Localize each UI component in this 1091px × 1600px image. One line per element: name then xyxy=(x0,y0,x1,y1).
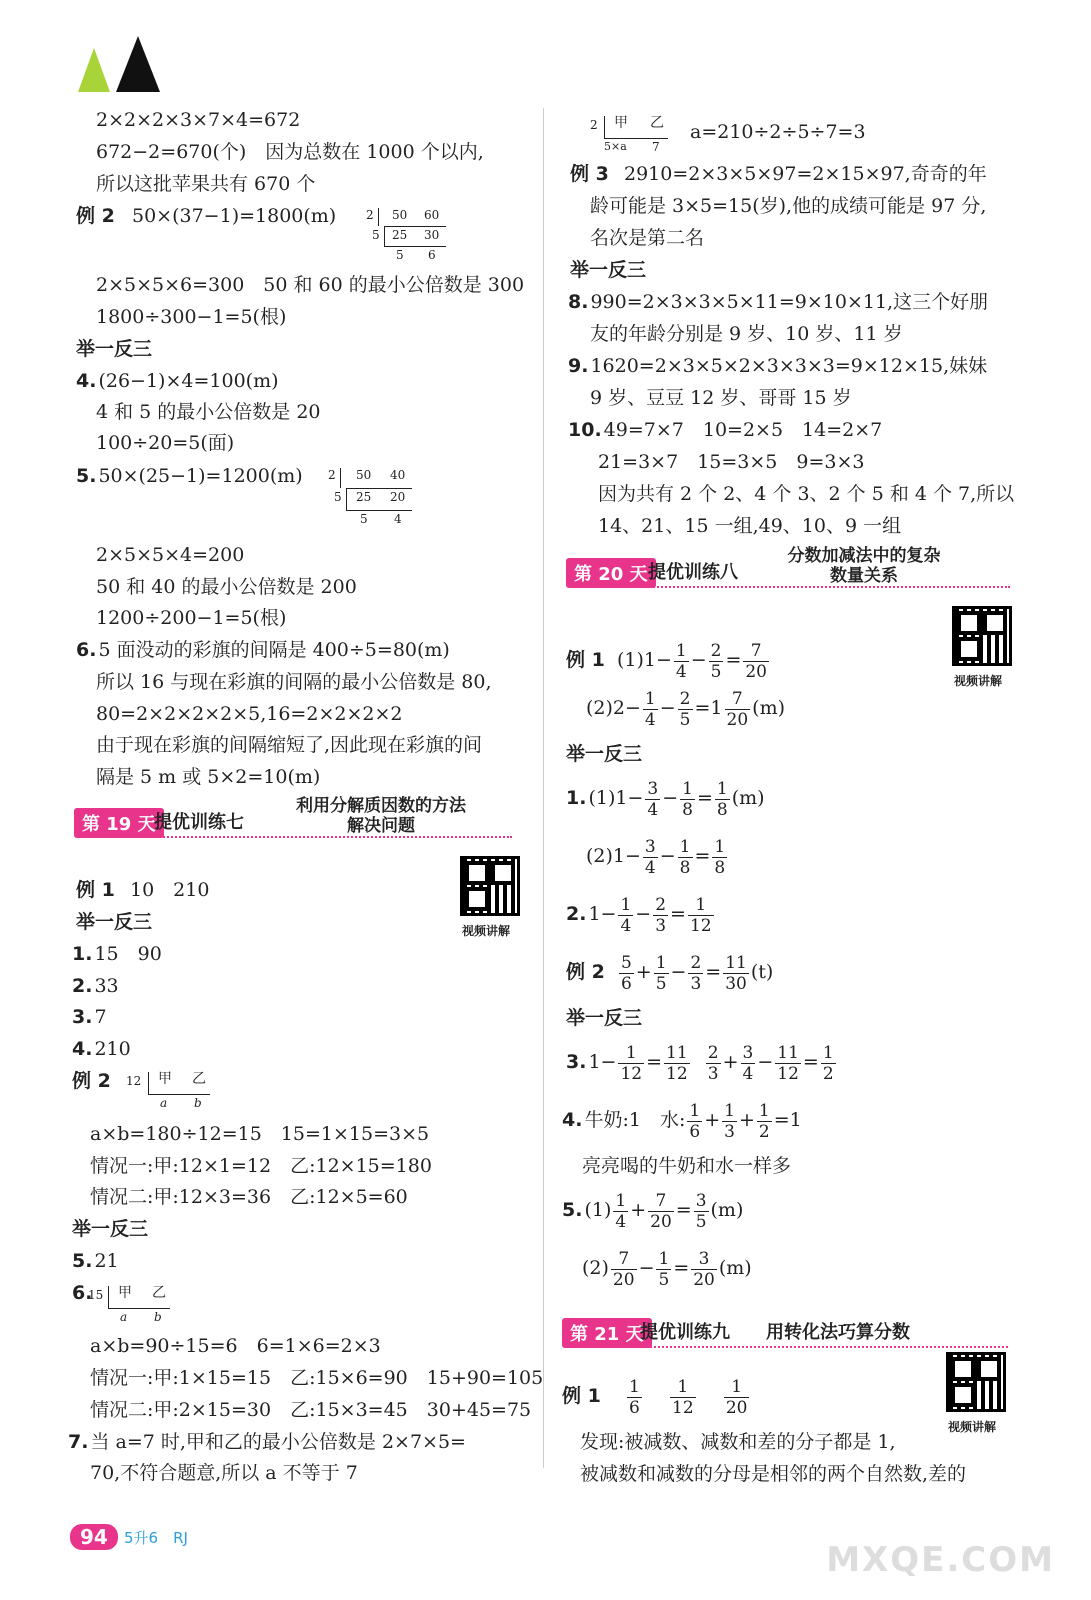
answer-text: (26−1)×4=100(m) xyxy=(98,370,279,392)
example-label: 例 3 xyxy=(570,163,609,185)
answer-5 xyxy=(72,1249,119,1273)
fraction: $\frac{2}{3}$ xyxy=(707,1042,719,1084)
example-label: 例 2 xyxy=(72,1070,111,1092)
ladder-value: 5 xyxy=(360,512,368,526)
section-title: 用转化法巧算分数 xyxy=(766,1322,910,1343)
ladder-value: 甲 xyxy=(118,1285,132,1301)
equation: 牛奶:1 水: xyxy=(584,1109,686,1131)
fraction: $\frac{1}{4}$ xyxy=(675,640,687,682)
text-line: 亮亮喝的牛奶和水一样多 xyxy=(582,1155,792,1177)
fraction: $\frac{1}{4}$ xyxy=(615,1190,627,1232)
day-tag: 第 20 天 xyxy=(566,558,656,588)
answer-text: 49=7×7 10=2×5 14=2×7 xyxy=(603,419,883,441)
example-1-part-2: (2)2− $\frac{1}{4}$ − $\frac{2}{5}$ =1 $\frac{7}{20}$ (m) xyxy=(586,688,785,730)
divisor: 2 xyxy=(328,468,336,482)
ladder-value: b xyxy=(194,1096,202,1110)
text-line: 2×2×2×3×7×4=672 xyxy=(96,109,301,131)
short-division-ladder xyxy=(366,206,456,266)
equation: (1) xyxy=(584,1199,612,1221)
ladder-value: a xyxy=(160,1096,168,1110)
answer-5-part-2: (2) $\frac{7}{20}$ − $\frac{1}{5}$ = $\frac{3}{20}$ (m) xyxy=(582,1248,752,1290)
fraction: $\frac{11}{12}$ xyxy=(777,1042,799,1084)
equation: 1− xyxy=(588,903,617,925)
answer-text: 21 xyxy=(94,1250,119,1272)
fraction: $\frac{5}{6}$ xyxy=(620,952,632,994)
ladder-value: 乙 xyxy=(192,1071,206,1087)
example-label: 例 1 xyxy=(562,1385,601,1407)
ladder-value: a xyxy=(120,1310,128,1324)
text-line: 1800÷300−1=5(根) xyxy=(96,306,287,328)
answer-8 xyxy=(568,290,988,314)
equation: (2)1− xyxy=(586,845,641,867)
text-line: 14、21、15 一组,49、10、9 一组 xyxy=(598,515,902,537)
fraction: $\frac{1}{5}$ xyxy=(658,1248,670,1290)
equation: (2)2− xyxy=(586,697,641,719)
short-division-ladder xyxy=(328,466,418,530)
fraction: $\frac{1}{6}$ xyxy=(629,1376,640,1418)
answer-text: 50×(25−1)=1200(m) xyxy=(98,465,303,487)
fraction: $\frac{1}{12}$ xyxy=(689,894,712,936)
ladder-value: 50 xyxy=(392,208,408,222)
ladder-value: 7 xyxy=(652,140,660,154)
ladder-value: 25 xyxy=(356,490,372,504)
fraction: $\frac{3}{4}$ xyxy=(644,836,656,878)
section-heading: 举一反三 xyxy=(570,259,647,281)
text-line: 2×5×5×4=200 xyxy=(96,544,245,566)
unit: (m) xyxy=(752,697,785,719)
answer-number: 4. xyxy=(76,370,97,392)
answer-text: 210 xyxy=(94,1038,131,1060)
text-line: 2×5×5×6=300 50 和 60 的最小公倍数是 300 xyxy=(96,274,525,296)
answer-text: 990=2×3×3×5×11=9×10×11,这三个好朋 xyxy=(590,291,989,313)
equation: (2) xyxy=(582,1257,609,1279)
fraction: $\frac{1}{8}$ xyxy=(679,836,691,878)
example-1 xyxy=(562,1374,751,1418)
ladder-value: 6 xyxy=(428,248,436,262)
section-title-line: 利用分解质因数的方法 xyxy=(296,796,466,816)
ladder-value: 甲 xyxy=(614,115,628,131)
text-line: 672−2=670(个) 因为总数在 1000 个以内, xyxy=(96,141,484,163)
ladder-value: 60 xyxy=(424,208,440,222)
short-division-ladder xyxy=(126,1070,216,1114)
fraction: $\frac{1}{2}$ xyxy=(822,1042,834,1084)
fraction: $\frac{1}{4}$ xyxy=(644,688,656,730)
qr-label: 视频讲解 xyxy=(462,924,511,938)
ladder-value: 5 xyxy=(396,248,404,262)
answer-number: 9. xyxy=(568,355,589,377)
section-header-day-21 xyxy=(562,1310,1012,1350)
divisor: 5 xyxy=(372,228,380,242)
grade-label: 5升6 RJ xyxy=(124,1529,188,1547)
fraction: $\frac{2}{3}$ xyxy=(655,894,667,936)
text-line: 情况二:甲:12×3=36 乙:12×5=60 xyxy=(90,1186,408,1208)
text-line: 100÷20=5(面) xyxy=(96,432,235,454)
answer-4 xyxy=(72,1037,131,1061)
equation: 50×(37−1)=1800(m) xyxy=(132,205,337,227)
short-division-ladder xyxy=(590,114,680,158)
text-line: 由于现在彩旗的间隔缩短了,因此现在彩旗的间 xyxy=(96,734,483,756)
text-line: 21=3×7 15=3×5 9=3×3 xyxy=(598,451,865,473)
example-label: 例 2 xyxy=(566,961,605,983)
text-line: a×b=90÷15=6 6=1×6=2×3 xyxy=(90,1335,381,1357)
divisor: 5 xyxy=(334,490,342,504)
equation: a=210÷2÷5÷7=3 xyxy=(690,121,866,143)
answer-2 xyxy=(72,974,119,998)
text-line: 70,不符合题意,所以 a 不等于 7 xyxy=(90,1462,358,1484)
example-label: 例 1 xyxy=(76,879,115,901)
text-line: 1200÷200−1=5(根) xyxy=(96,607,287,629)
text-line: 隔是 5 m 或 5×2=10(m) xyxy=(96,766,321,788)
unit: (m) xyxy=(718,1257,752,1279)
section-heading: 举一反三 xyxy=(566,743,643,765)
text-line: a×b=180÷12=15 15=1×15=3×5 xyxy=(90,1123,430,1145)
answer-text: 1620=2×3×5×2×3×3×3=9×12×15,妹妹 xyxy=(590,355,988,377)
qr-code-icon[interactable] xyxy=(946,1352,1006,1412)
answer-1-part-2: (2)1− $\frac{3}{4}$ − $\frac{1}{8}$ = $\frac{1}{8}$ xyxy=(586,836,726,878)
fraction: $\frac{1}{5}$ xyxy=(655,952,667,994)
answer-number: 7. xyxy=(68,1431,89,1453)
ladder-value: 5×a xyxy=(604,140,627,153)
fraction: $\frac{7}{20}$ xyxy=(612,1248,635,1290)
section-header-day-19 xyxy=(74,796,524,840)
page-number: 94 xyxy=(70,1524,118,1550)
answer-number: 3. xyxy=(566,1051,587,1073)
answer-number: 1. xyxy=(566,787,587,809)
divisor: 2 xyxy=(366,208,374,222)
answer-text: 33 xyxy=(94,975,119,997)
answer-4 xyxy=(76,369,279,393)
text-line: 情况一:甲:1×15=15 乙:15×6=90 15+90=105 xyxy=(90,1367,544,1389)
answer-3: 3. 1− $\frac{1}{12}$ = $\frac{11}{12}$ $\frac{2}{3}$ + $\frac{3}{4}$ − $\frac{11}{12}$ = $\frac{1}{2}$ xyxy=(566,1042,834,1084)
section-header-day-20 xyxy=(566,546,1016,590)
column-divider xyxy=(543,108,544,1468)
short-division-ladder xyxy=(88,1284,178,1328)
fraction: $\frac{2}{5}$ xyxy=(679,688,691,730)
ladder-value: 甲 xyxy=(158,1071,172,1087)
answer-number: 5. xyxy=(562,1199,583,1221)
unit: (m) xyxy=(731,787,765,809)
fraction: $\frac{2}{3}$ xyxy=(690,952,702,994)
section-name: 提优训练九 xyxy=(640,1322,730,1343)
answer-2: 2. 1− $\frac{1}{4}$ − $\frac{2}{3}$ = $\frac{1}{12}$ xyxy=(566,894,712,936)
example-label: 例 2 xyxy=(76,205,115,227)
answer-text: 10 210 xyxy=(130,879,210,901)
ladder-value: 乙 xyxy=(152,1285,166,1301)
fraction: $\frac{3}{5}$ xyxy=(695,1190,707,1232)
text-line: 4 和 5 的最小公倍数是 20 xyxy=(96,401,321,423)
unit: (t) xyxy=(750,961,774,983)
fraction: $\frac{3}{20}$ xyxy=(693,1248,715,1290)
divisor: 2 xyxy=(590,118,598,132)
section-heading: 举一反三 xyxy=(566,1007,643,1029)
section-name: 提优训练七 xyxy=(154,812,244,833)
answer-number: 3. xyxy=(72,1006,93,1028)
watermark: MXQE.COM xyxy=(826,1540,1055,1580)
answer-text: 当 a=7 时,甲和乙的最小公倍数是 2×7×5= xyxy=(90,1431,466,1453)
section-title-line: 数量关系 xyxy=(830,566,898,586)
fraction: $\frac{3}{4}$ xyxy=(742,1042,754,1084)
text-line: 所以 16 与现在彩旗的间隔的最小公倍数是 80, xyxy=(96,671,492,693)
fraction: $\frac{1}{3}$ xyxy=(724,1100,735,1142)
equation: (1)1− xyxy=(616,649,672,671)
answer-number: 8. xyxy=(568,291,589,313)
fraction: $\frac{7}{20}$ xyxy=(745,640,767,682)
section-title xyxy=(270,796,492,836)
text-line: 友的年龄分别是 9 岁、10 岁、11 岁 xyxy=(590,323,903,345)
day-tag: 第 21 天 xyxy=(562,1318,652,1348)
example-label: 例 1 xyxy=(566,649,605,671)
example-2: 例 2 $\frac{5}{6}$ + $\frac{1}{5}$ − $\frac{2}{3}$ = $\frac{11}{30}$ (t) xyxy=(566,952,774,994)
fraction: $\frac{1}{6}$ xyxy=(689,1100,701,1142)
ladder-value: 4 xyxy=(394,512,402,526)
section-title xyxy=(766,546,962,586)
answer-number: 2. xyxy=(72,975,93,997)
text-line: 发现:被减数、减数和差的分子都是 1, xyxy=(580,1431,896,1453)
day-tag: 第 19 天 xyxy=(74,808,164,838)
example-1: 例 1 (1)1− $\frac{1}{4}$ − $\frac{2}{5}$ = $\frac{7}{20}$ xyxy=(566,640,767,682)
answer-1: 1. (1)1− $\frac{3}{4}$ − $\frac{1}{8}$ = $\frac{1}{8}$ (m) xyxy=(566,778,765,820)
ladder-value: 25 xyxy=(392,228,408,242)
fraction: $\frac{1}{8}$ xyxy=(714,836,726,878)
answer-6 xyxy=(76,638,450,662)
answer-text: 5 面没动的彩旗的间隔是 400÷5=80(m) xyxy=(98,639,450,661)
answer-7 xyxy=(68,1430,466,1454)
divisor: 15 xyxy=(88,1288,104,1302)
answer-number: 6. xyxy=(76,639,97,661)
text-line: 名次是第二名 xyxy=(590,227,705,249)
qr-label: 视频讲解 xyxy=(948,1420,997,1434)
ladder-value: 乙 xyxy=(650,115,664,131)
fraction: $\frac{1}{12}$ xyxy=(620,1042,643,1084)
divisor: 12 xyxy=(126,1074,142,1088)
answer-3 xyxy=(72,1005,107,1029)
qr-code-icon[interactable] xyxy=(460,856,520,916)
answer-text: 7 xyxy=(94,1006,107,1028)
fraction: $\frac{1}{8}$ xyxy=(716,778,728,820)
fraction: $\frac{2}{5}$ xyxy=(710,640,722,682)
text-line: 9 岁、豆豆 12 岁、哥哥 15 岁 xyxy=(590,387,852,409)
ladder-value: 20 xyxy=(390,490,406,504)
answer-number: 4. xyxy=(72,1038,93,1060)
answer-1 xyxy=(72,942,162,966)
fraction: $\frac{7}{20}$ xyxy=(650,1190,672,1232)
fraction: $\frac{1}{4}$ xyxy=(620,894,632,936)
answer-text: 15 90 xyxy=(94,943,162,965)
fraction: $\frac{7}{20}$ xyxy=(726,688,749,730)
fraction: $\frac{3}{4}$ xyxy=(647,778,659,820)
fraction: $\frac{1}{2}$ xyxy=(758,1100,770,1142)
text-line: 所以这批苹果共有 670 个 xyxy=(96,173,316,195)
fraction: $\frac{1}{8}$ xyxy=(682,778,693,820)
fraction: $\frac{1}{20}$ xyxy=(725,1376,748,1418)
equation: (1)1− xyxy=(588,787,644,809)
answer-number: 4. xyxy=(562,1109,583,1131)
answer-9 xyxy=(568,354,987,378)
answer-number: 10. xyxy=(568,419,602,441)
section-heading: 举一反三 xyxy=(76,911,153,933)
answer-number: 5. xyxy=(76,465,97,487)
ladder-value: 40 xyxy=(390,468,406,482)
fraction: $\frac{11}{12}$ xyxy=(666,1042,688,1084)
tree-icon-green xyxy=(78,48,110,92)
text-line: 2910=2×3×5×97=2×15×97,奇奇的年 xyxy=(624,163,987,185)
ladder-value: 50 xyxy=(356,468,372,482)
unit: (m) xyxy=(710,1199,744,1221)
text-line: 龄可能是 3×5=15(岁),他的成绩可能是 97 分, xyxy=(590,195,987,217)
qr-code-icon[interactable] xyxy=(952,606,1012,666)
section-title-line: 解决问题 xyxy=(347,816,415,836)
answer-number: 6. xyxy=(72,1282,93,1304)
answer-5: 5. (1) $\frac{1}{4}$ + $\frac{7}{20}$ = $\frac{3}{5}$ (m) xyxy=(562,1190,744,1232)
text-line: 80=2×2×2×2×5,16=2×2×2×2 xyxy=(96,703,403,725)
answer-5 xyxy=(76,464,303,488)
text-line: 情况一:甲:12×1=12 乙:12×15=180 xyxy=(90,1155,432,1177)
qr-label: 视频讲解 xyxy=(954,674,1003,688)
text-line: 被减数和减数的分母是相邻的两个自然数,差的 xyxy=(580,1463,967,1485)
ladder-value: b xyxy=(154,1310,162,1324)
section-name: 提优训练八 xyxy=(648,562,738,583)
ladder-value: 30 xyxy=(424,228,440,242)
answer-10 xyxy=(568,418,882,442)
fraction: $\frac{11}{30}$ xyxy=(725,952,747,994)
section-heading: 举一反三 xyxy=(72,1218,149,1240)
answer-number: 1. xyxy=(72,943,93,965)
text-line: 因为共有 2 个 2、4 个 3、2 个 5 和 4 个 7,所以 xyxy=(598,483,1015,505)
text-line: 情况二:甲:2×15=30 乙:15×3=45 30+45=75 xyxy=(90,1399,532,1421)
section-title-line: 分数加减法中的复杂 xyxy=(787,546,941,566)
answer-number: 2. xyxy=(566,903,587,925)
text-line: 50 和 40 的最小公倍数是 200 xyxy=(96,576,357,598)
answer-4: 4. 牛奶:1 水: $\frac{1}{6}$ + $\frac{1}{3}$ + $\frac{1}{2}$ =1 xyxy=(562,1100,802,1142)
fraction: $\frac{1}{12}$ xyxy=(672,1376,694,1418)
section-heading: 举一反三 xyxy=(76,338,153,360)
equation: 1− xyxy=(588,1051,617,1073)
answer-number: 5. xyxy=(72,1250,93,1272)
tree-icon-black xyxy=(116,36,160,92)
